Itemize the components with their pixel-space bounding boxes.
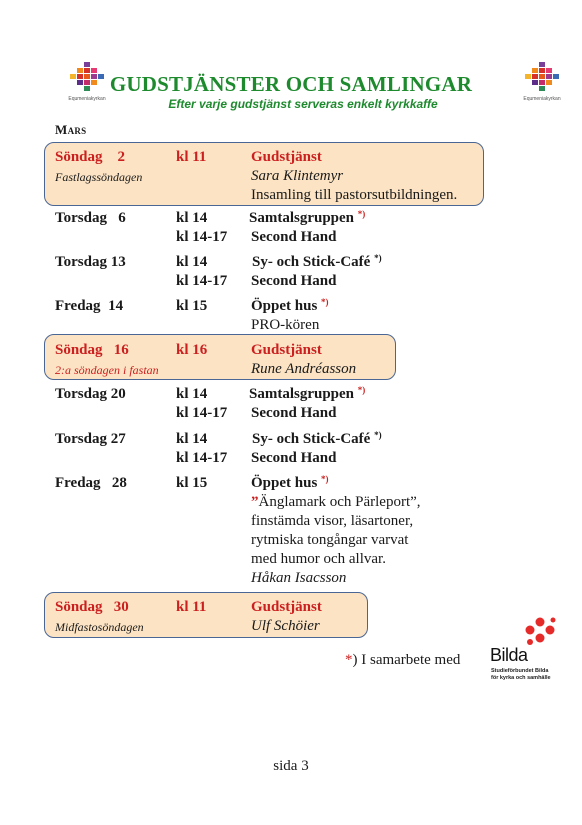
bilda-wordmark: Bilda [490,645,528,665]
logo-caption: Equmeniakyrkan [68,96,106,102]
event-time: kl 15 [176,475,208,491]
event-title: Öppet hus *) [251,474,329,491]
event-time: kl 11 [176,599,207,615]
event-extra: Insamling till pastorsutbildningen. [251,187,458,203]
event-title-2: Second Hand [251,273,337,289]
event-title: Öppet hus *) [251,297,329,314]
cooperation-note: *) I samarbete med [345,652,461,668]
event-description-line: med humor och allvar. [251,551,386,567]
event-time-2: kl 14-17 [176,273,228,289]
page-title: GUDSTJÄNSTER OCH SAMLINGAR [109,72,473,96]
event-time-2: kl 14-17 [176,229,228,245]
event-detail: PRO-kören [251,317,320,333]
event-day: Torsdag 20 [55,386,126,402]
event-day: Söndag 2 [55,149,126,165]
page-number: sida 3 [273,758,309,774]
event-day: Söndag 30 [55,599,129,615]
event-title: Gudstjänst [251,149,322,165]
event-day: Fredag 14 [55,298,124,314]
event-title-2: Second Hand [251,229,337,245]
bilda-tagline: Studieförbundet Bilda för kyrka och samhälle [491,668,551,681]
page-subtitle: Efter varje gudstjänst serveras enkelt kyrkkaffe [168,97,438,111]
event-performer: Håkan Isacsson [251,570,347,586]
event-quote: ”Änglamark och Pärleport”, [251,494,421,510]
event-title-2: Second Hand [251,450,337,466]
event-time-2: kl 14-17 [176,450,228,466]
event-time: kl 14 [176,431,208,447]
event-title: Samtalsgruppen *) [249,385,366,402]
event-description-line: rytmiska tongångar varvat [251,532,409,548]
logo-caption: Equmeniakyrkan [523,96,561,102]
event-leader: Ulf Schöier [251,618,320,634]
event-note: Fastlagssöndagen [55,170,143,184]
event-day: Torsdag 6 [55,210,126,226]
event-title: Sy- och Stick-Café *) [252,253,382,270]
event-note: Midfastosöndagen [55,620,144,634]
event-day: Söndag 16 [55,342,129,358]
event-leader: Rune Andréasson [251,361,357,377]
bilda-dots-icon [522,617,558,647]
month-heading: Mars [55,122,87,137]
event-title: Sy- och Stick-Café *) [252,430,382,447]
event-time: kl 15 [176,298,208,314]
event-title: Gudstjänst [251,342,322,358]
event-day: Torsdag 27 [55,431,126,447]
event-time: kl 14 [176,386,208,402]
event-title-2: Second Hand [251,405,337,421]
event-time-2: kl 14-17 [176,405,228,421]
event-description-line: finstämda visor, läsartoner, [251,513,414,529]
event-title: Samtalsgruppen *) [249,209,366,226]
event-note: 2:a söndagen i fastan [55,363,159,377]
event-time: kl 14 [176,254,208,270]
event-time: kl 14 [176,210,208,226]
event-day: Fredag 28 [55,475,127,491]
event-leader: Sara Klintemyr [251,168,344,184]
event-title: Gudstjänst [251,599,322,615]
event-time: kl 11 [176,149,207,165]
event-day: Torsdag 13 [55,254,126,270]
event-time: kl 16 [176,342,208,358]
